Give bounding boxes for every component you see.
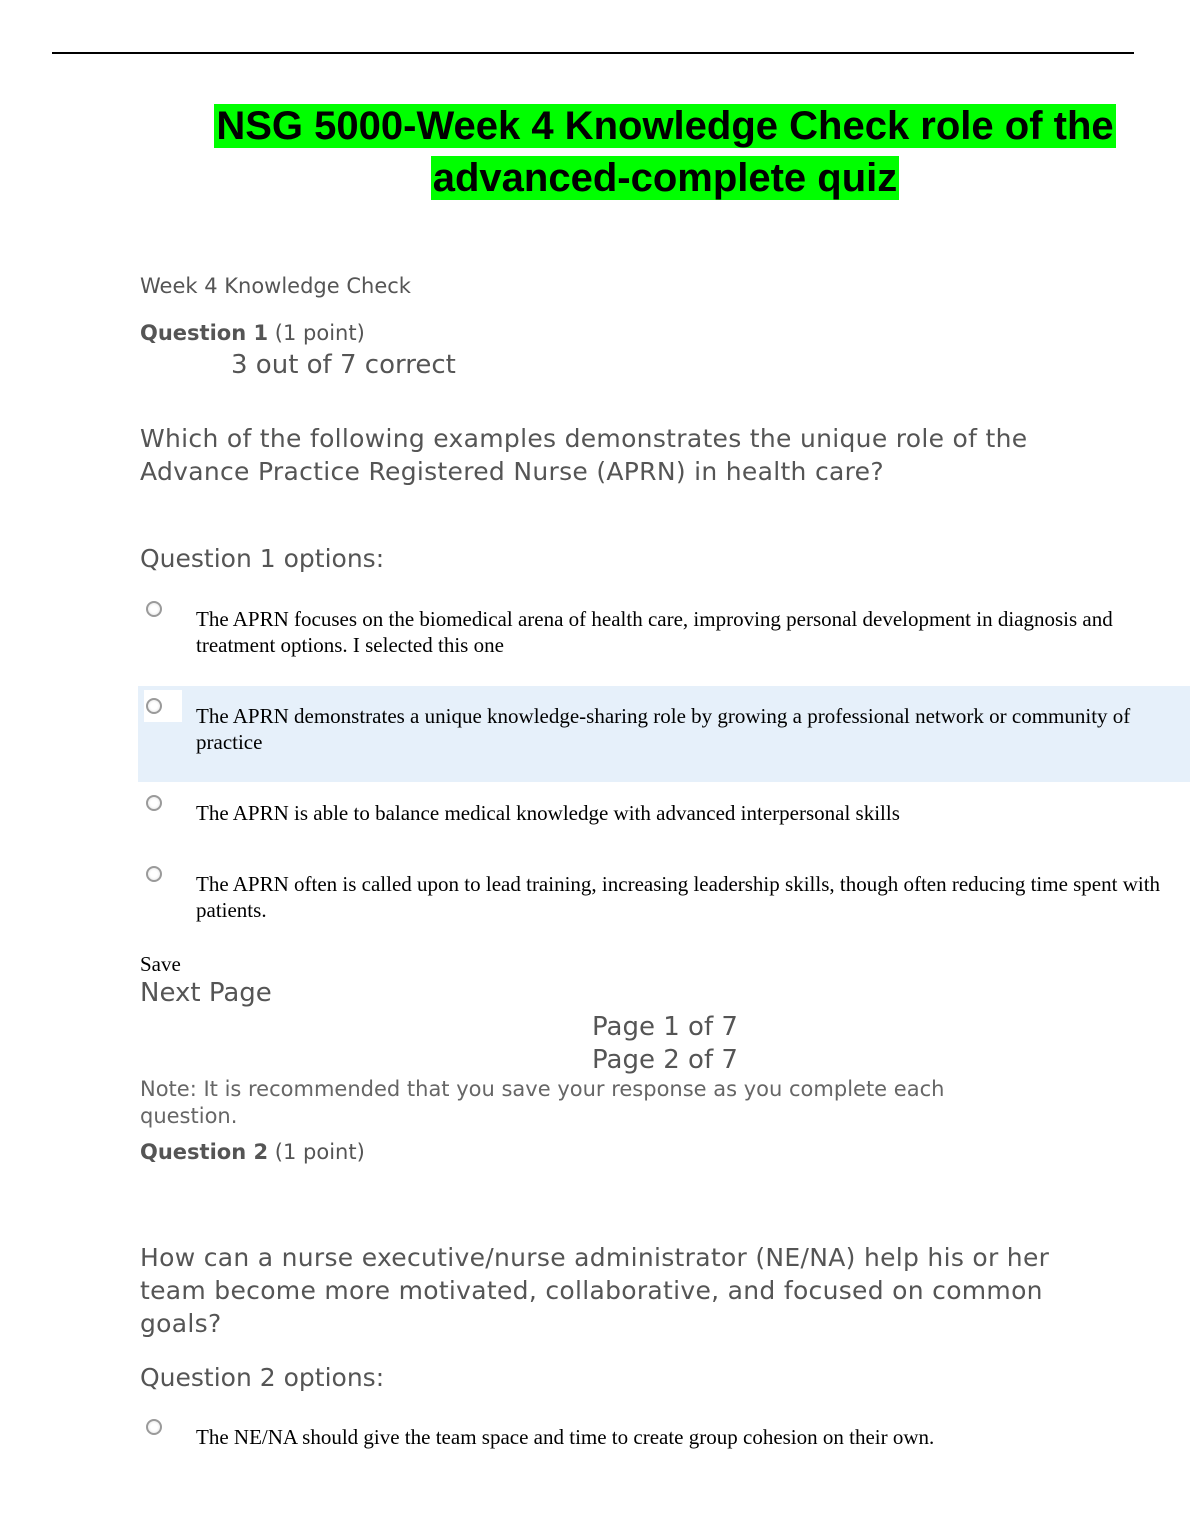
question1-label: Question 1 [140, 321, 269, 345]
q1-option-4[interactable] [138, 863, 1190, 929]
save-button[interactable]: Save [140, 952, 181, 976]
question2-header [140, 1140, 365, 1164]
q1-option-3[interactable] [138, 792, 1190, 836]
radio-button[interactable] [146, 698, 162, 714]
document-title-line1: NSG 5000-Week 4 Knowledge Check role of the [216, 104, 1114, 148]
page-indicator-next: Page 2 of 7 [592, 1045, 738, 1075]
q1-option-2[interactable] [138, 686, 1190, 782]
option-text: The NE/NA should give the team space and time to create group cohesion on their own. [196, 1425, 935, 1449]
document-title-line2: advanced-complete quiz [432, 156, 898, 200]
top-rule [52, 52, 1134, 54]
document-title [140, 100, 1190, 204]
question1-text: Which of the following examples demonstrates the unique role of the Advance Practice Registered Nurse (APRN) in health care? [140, 424, 1028, 486]
quiz-name: Week 4 Knowledge Check [140, 274, 411, 298]
next-page-button[interactable]: Next Page [140, 978, 272, 1008]
question1-score: 3 out of 7 correct [231, 350, 456, 380]
question2-text: How can a nurse executive/nurse administrator (NE/NA) help his or her team become more motivated, collaborative, and focused on common goals? [140, 1243, 1050, 1338]
question1-options-label: Question 1 options: [140, 544, 385, 573]
radio-button[interactable] [146, 1419, 162, 1435]
question1-header [140, 321, 365, 345]
radio-button[interactable] [146, 601, 162, 617]
page-indicator-current: Page 1 of 7 [592, 1012, 738, 1042]
option-text: The APRN often is called upon to lead training, increasing leadership skills, though often reducing time spent with patients. [196, 872, 1161, 922]
radio-button[interactable] [146, 866, 162, 882]
q1-option-1[interactable] [138, 595, 1190, 665]
option-text: The APRN is able to balance medical knowledge with advanced interpersonal skills [196, 801, 900, 825]
question2-label: Question 2 [140, 1140, 269, 1164]
option-text: The APRN focuses on the biomedical arena of health care, improving personal development in diagnosis and treatment options. I selected this one [196, 607, 1113, 657]
question2-options-label: Question 2 options: [140, 1363, 385, 1392]
option-text: The APRN demonstrates a unique knowledge-sharing role by growing a professional network or community of practice [196, 704, 1131, 754]
question1-points: (1 point) [274, 321, 365, 345]
q2-option-1[interactable] [138, 1416, 1190, 1460]
save-note: Note: It is recommended that you save your response as you complete each question. [140, 1077, 945, 1128]
question2-points: (1 point) [274, 1140, 365, 1164]
radio-button[interactable] [146, 795, 162, 811]
